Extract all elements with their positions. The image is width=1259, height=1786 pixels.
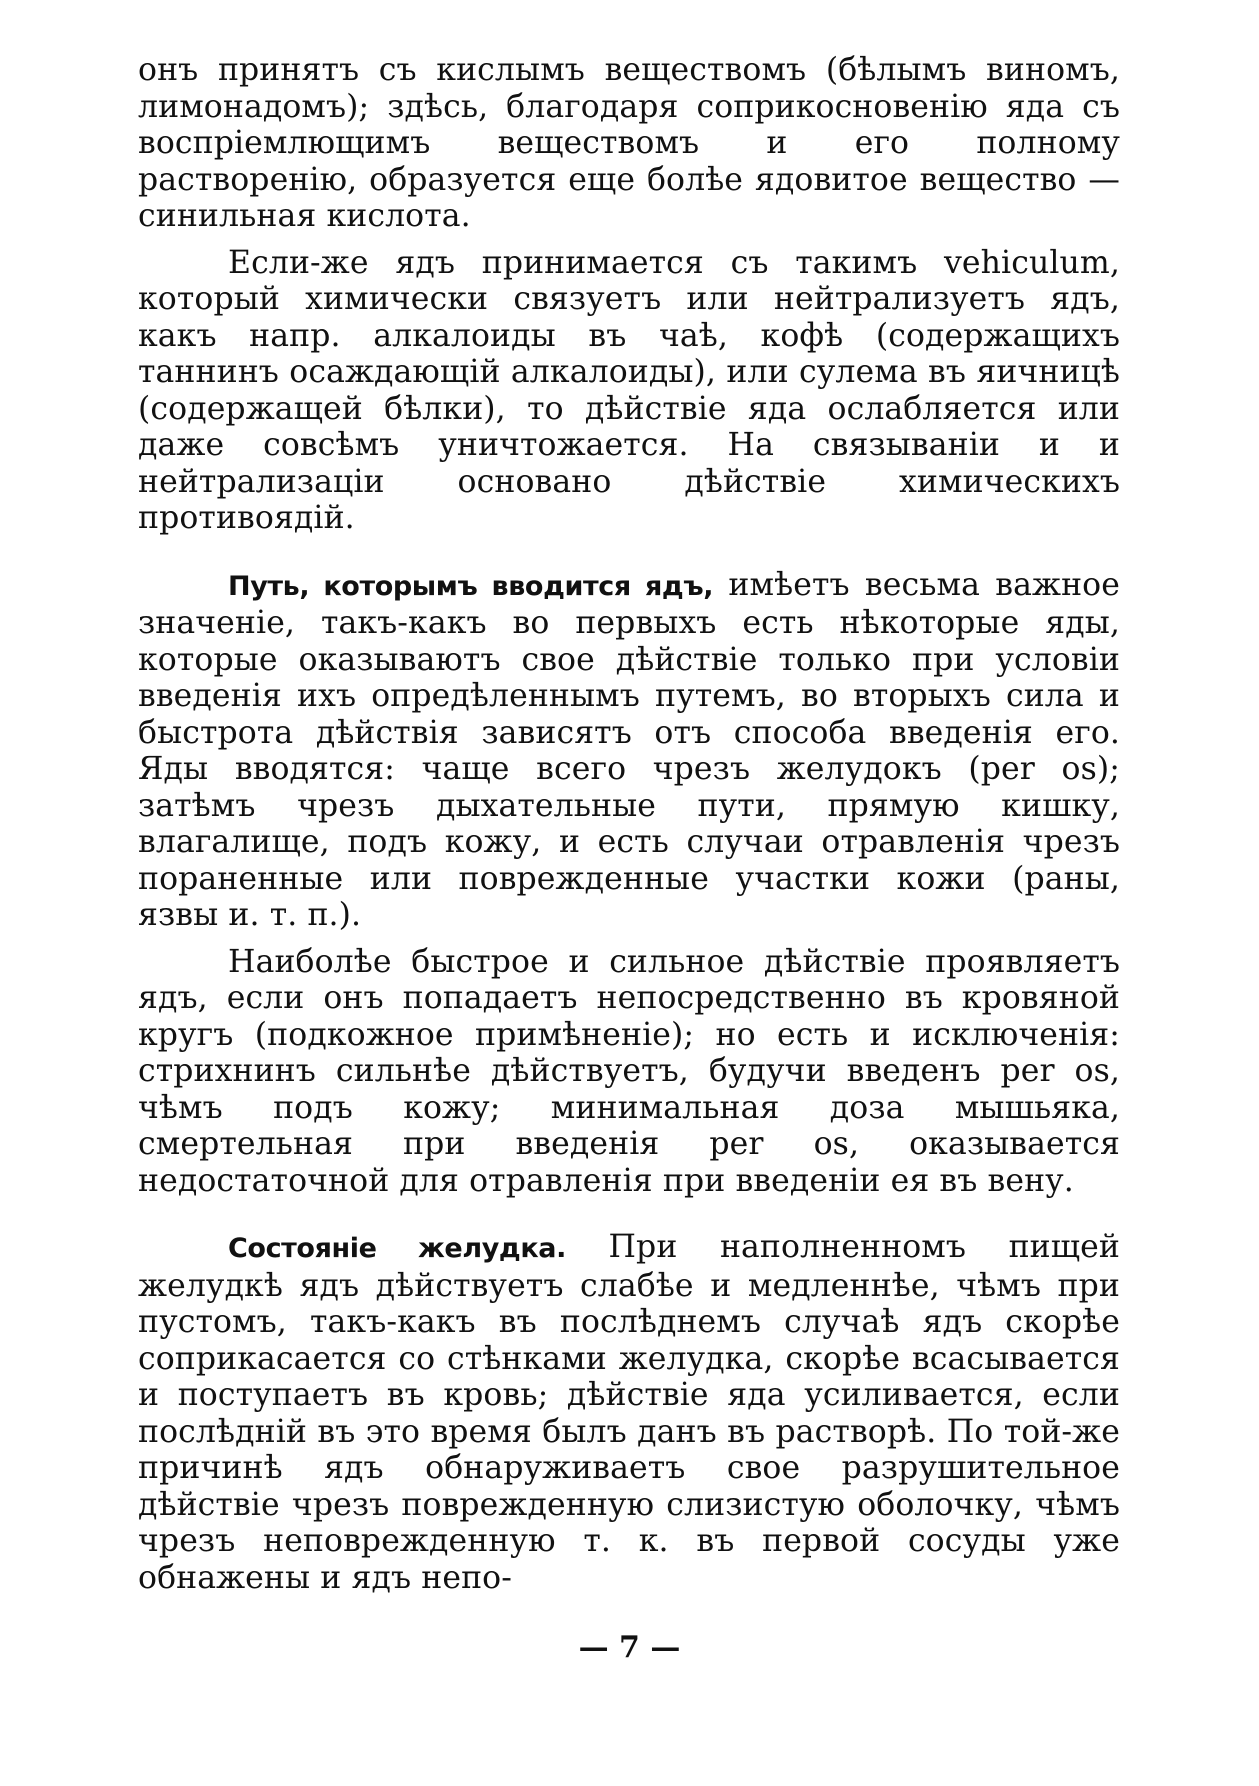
- paragraph-poison-route: [138, 567, 1120, 934]
- section-heading: Состояніе желудка.: [228, 1233, 566, 1264]
- paragraph-text: имѣетъ весьма важное значеніе, такъ-какъ во первыхъ есть нѣкоторые яды, которые оказываютъ свое дѣйствіе только при условіи введенія ихъ опредѣленнымъ путемъ, во вторыхъ сила и быстрота дѣйствія зависятъ отъ способа введенія его. Яды вводятся: чаще всего чрезъ желудокъ (per os); затѣмъ чрезъ дыхательные пути, прямую кишку, влагалище, подъ кожу, и есть случаи отравленія чрезъ пораненные или поврежденные участки кожи (раны, язвы и. т. п.).: [138, 566, 1120, 933]
- section-heading: Путь, которымъ вводится ядъ,: [228, 570, 714, 602]
- paragraph-text: При наполненномъ пищей желудкѣ ядъ дѣйствуетъ слабѣе и медленнѣе, чѣмъ при пустомъ, такъ-какъ въ послѣднемъ случаѣ ядъ скорѣе соприкасается со стѣнками желудка, скорѣе всасывается и поступаетъ въ кровь; дѣйствіе яда усиливается, если послѣдній въ это время былъ данъ въ растворѣ. По той-же причинѣ ядъ обнаруживаетъ свое разрушительное дѣйствіе чрезъ поврежденную слизистую оболочку, чѣмъ чрезъ неповрежденную т. к. въ первой сосуды уже обнажены и ядъ непо-: [138, 1229, 1120, 1596]
- paragraph-continuation: [138, 52, 1120, 235]
- paragraph-text: онъ принятъ съ кислымъ веществомъ (бѣлымъ виномъ, лимонадомъ); здѣсь, благодаря соприкосновенію яда съ воспріемлющимъ веществомъ и его полному раствоpенію, образуется еще болѣе ядовитое вещество — синильная кислота.: [138, 52, 1120, 234]
- paragraph-stomach-state: [138, 1229, 1120, 1596]
- paragraph-vehiculum: [138, 245, 1120, 537]
- body-text: [138, 52, 1120, 1596]
- paragraph-text: Наиболѣе быстрое и сильное дѣйствіе проявляетъ ядъ, если онъ попадаетъ непосредственно въ кровяной кругъ (подкожное примѣненіе); но есть и исключенія: стрихнинъ сильнѣе дѣйствуетъ, будучи введенъ per os, чѣмъ подъ кожу; минимальная доза мышьяка, смертельная при введенія per os, оказывается недостаточной для отравленія при введеніи ея въ вену.: [138, 943, 1120, 1199]
- page-number: — 7 —: [578, 1630, 681, 1665]
- paragraph-text: Если-же ядъ принимается съ такимъ vehiculum, который химически связуетъ или нейтрализуетъ ядъ, какъ напр. алкалоиды въ чаѣ, кофѣ (содержащихъ таннинъ осаждающій алкалоиды), или сулема въ яичницѣ (содержащей бѣлки), то дѣйствіе яда ослабляется или даже совсѣмъ уничтожается. На связываніи и и нейтрализаціи основано дѣйствіе химическихъ противоядій.: [138, 244, 1120, 536]
- paragraph-fastest-action: [138, 944, 1120, 1200]
